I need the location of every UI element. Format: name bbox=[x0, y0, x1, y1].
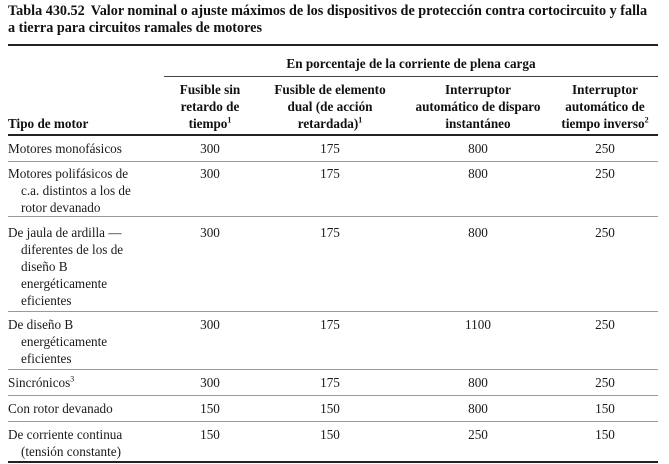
table-cell: 175 bbox=[320, 225, 340, 240]
spanning-header: En porcentaje de la corriente de plena carga bbox=[286, 56, 536, 71]
table-cell: 175 bbox=[320, 141, 340, 156]
table-cell: 250 bbox=[595, 141, 615, 156]
row-separator bbox=[8, 311, 658, 312]
table-cell: 175 bbox=[320, 375, 340, 390]
table-cell: 175 bbox=[320, 166, 340, 181]
row-separator bbox=[8, 161, 658, 162]
table-cell: 300 bbox=[200, 375, 220, 390]
table-cell: 150 bbox=[320, 427, 340, 442]
row-separator bbox=[8, 369, 658, 370]
row-separator bbox=[8, 216, 658, 217]
row-corriente-continua-name: De corriente continua (tensión constante) bbox=[8, 427, 123, 459]
table-cell: 250 bbox=[595, 317, 615, 332]
table-title bbox=[8, 3, 648, 37]
top-rule bbox=[8, 44, 658, 46]
table-cell: 250 bbox=[595, 375, 615, 390]
row-motores-polifasicos-name: Motores polifásicos de c.a. distintos a los de rotor devanado bbox=[8, 166, 131, 215]
table-cell: 800 bbox=[468, 401, 488, 416]
row-rotor-devanado-name: Con rotor devanado bbox=[8, 401, 113, 416]
table-cell: 300 bbox=[200, 166, 220, 181]
table-number: Tabla 430.52 bbox=[8, 3, 85, 19]
table-cell: 1100 bbox=[465, 317, 491, 332]
table-cell: 800 bbox=[468, 225, 488, 240]
table-cell: 150 bbox=[320, 401, 340, 416]
spanning-header-rule bbox=[164, 76, 658, 77]
column-header-fusible-elemento-dual: Fusible de elemento dual (de acción retardada)$^1$ bbox=[274, 82, 386, 131]
table-cell: 800 bbox=[468, 166, 488, 181]
table-cell: 150 bbox=[200, 401, 220, 416]
row-separator bbox=[8, 421, 658, 422]
table-cell: 150 bbox=[595, 401, 615, 416]
table-cell: 800 bbox=[468, 141, 488, 156]
row-motores-monofasicos-name: Motores monofásicos bbox=[8, 141, 122, 156]
table-cell: 800 bbox=[468, 375, 488, 390]
table-cell: 250 bbox=[595, 166, 615, 181]
bottom-rule bbox=[8, 461, 658, 463]
column-header-interruptor-tiempo-inverso: Interruptor automático de tiempo inverso$^2$ bbox=[561, 82, 649, 131]
table-cell: 250 bbox=[468, 427, 488, 442]
row-sincronicos-name: Sincrónicos$^3$ bbox=[8, 374, 75, 390]
table-cell: 150 bbox=[595, 427, 615, 442]
table-cell: 300 bbox=[200, 225, 220, 240]
row-diseno-b-name: De diseño B energéticamente eficientes bbox=[8, 317, 108, 366]
table-cell: 250 bbox=[595, 225, 615, 240]
table-cell: 175 bbox=[320, 317, 340, 332]
row-separator bbox=[8, 395, 658, 396]
table-cell: 150 bbox=[200, 427, 220, 442]
table-cell: 300 bbox=[200, 141, 220, 156]
header-bottom-rule bbox=[8, 134, 658, 136]
row-jaula-de-ardilla-name: De jaula de ardilla — diferentes de los de diseño B energéticamente eficientes bbox=[8, 225, 124, 308]
table-cell: 300 bbox=[200, 317, 220, 332]
motor-type-header: Tipo de motor bbox=[8, 116, 89, 131]
column-header-interruptor-instantaneo: Interruptor automático de disparo instantáneo bbox=[415, 82, 541, 131]
column-header-fusible-sin-retardo: Fusible sin retardo de tiempo$^1$ bbox=[179, 82, 241, 131]
table-title-text: Valor nominal o ajuste máximos de los dispositivos de protección contra cortocircuito y falla a tierra para circuitos ramales de motores bbox=[8, 3, 648, 36]
